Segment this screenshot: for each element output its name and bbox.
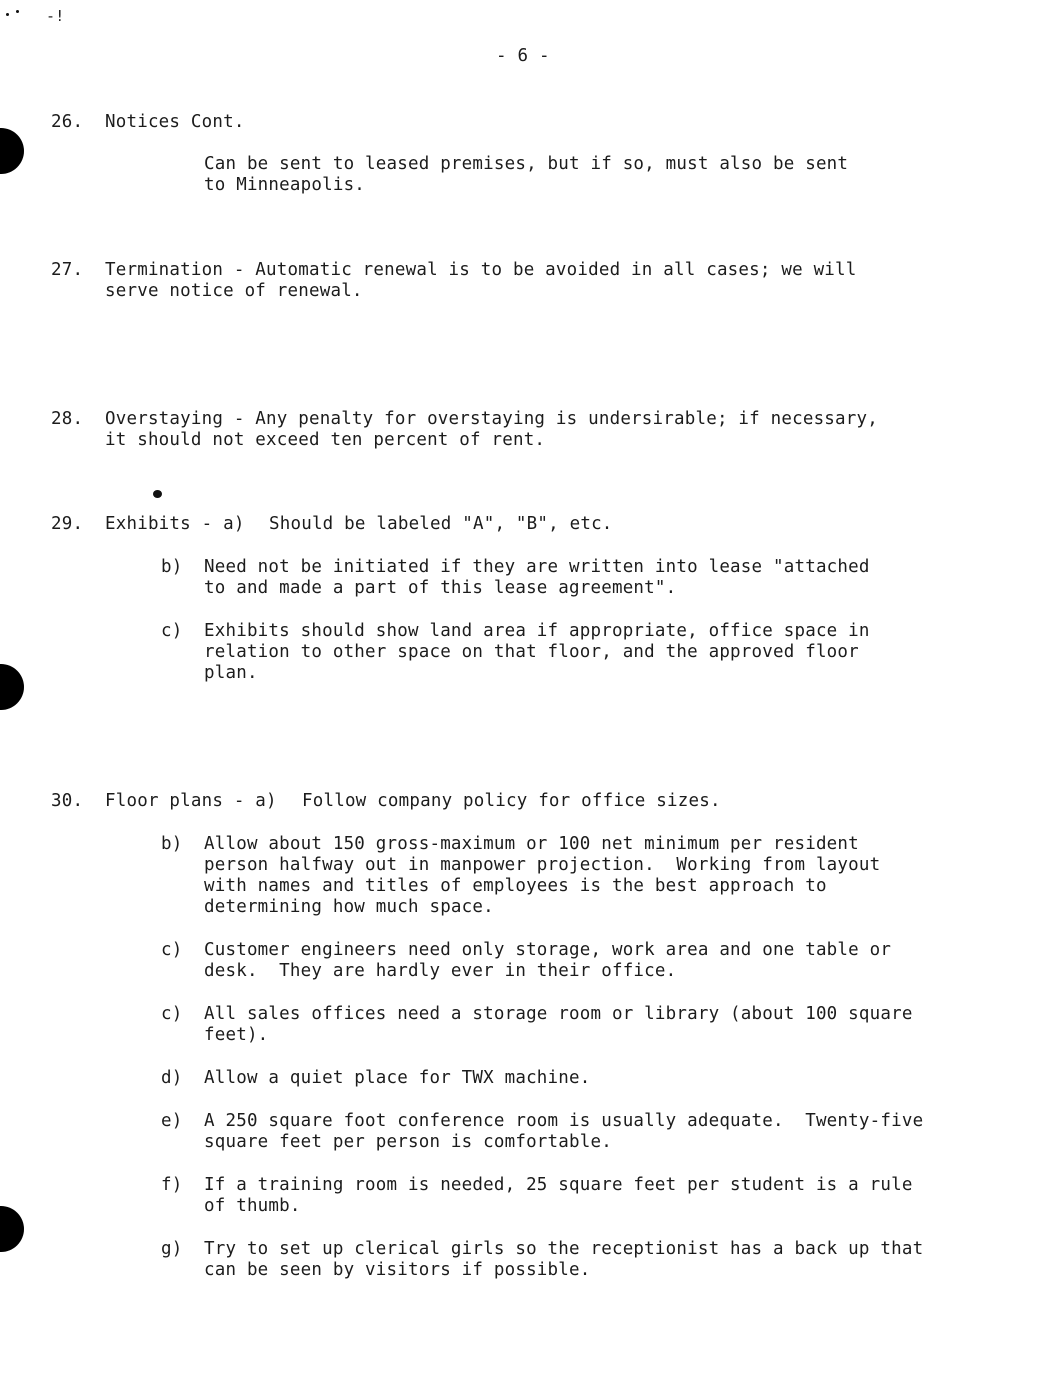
punch-hole-bottom — [0, 1206, 24, 1252]
sub-text-line: square feet per person is comfortable. — [204, 1132, 612, 1152]
sub-text-line: plan. — [204, 663, 258, 683]
punch-hole-middle — [0, 664, 24, 710]
sub-text-line: can be seen by visitors if possible. — [204, 1260, 591, 1280]
item-number: 30. — [51, 791, 84, 811]
sub-text-line: feet). — [204, 1025, 269, 1045]
sub-text-line: Exhibits should show land area if appropriate, office space in — [204, 621, 870, 641]
sub-text-line: Allow a quiet place for TWX machine. — [204, 1068, 591, 1088]
page-number: - 6 - — [496, 46, 550, 66]
item-text-line: Can be sent to leased premises, but if so, must also be sent — [204, 154, 849, 174]
sub-text-line: A 250 square foot conference room is usually adequate. Twenty-five — [204, 1111, 924, 1131]
item-text-line: Termination - Automatic renewal is to be avoided in all cases; we will — [105, 260, 857, 280]
sub-label: d) — [161, 1068, 183, 1088]
sub-label: b) — [161, 834, 183, 854]
punch-hole-top — [0, 128, 24, 174]
sub-label: b) — [161, 557, 183, 577]
ink-speck-icon — [153, 490, 162, 498]
sub-label: f) — [161, 1175, 183, 1195]
item-text-line: Should be labeled "A", "B", etc. — [269, 514, 613, 534]
item-lead: Floor plans - a) — [105, 791, 277, 811]
sub-text-line: relation to other space on that floor, and the approved floor — [204, 642, 859, 662]
item-number: 29. — [51, 514, 84, 534]
item-number: 26. — [51, 112, 84, 132]
sub-label: c) — [161, 940, 183, 960]
sub-text-line: determining how much space. — [204, 897, 494, 917]
sub-label: c) — [161, 1004, 183, 1024]
item-number: 28. — [51, 409, 84, 429]
item-text-line: to Minneapolis. — [204, 175, 366, 195]
sub-text-line: with names and titles of employees is the best approach to — [204, 876, 827, 896]
sub-text-line: All sales offices need a storage room or library (about 100 square — [204, 1004, 913, 1024]
sub-text-line: Try to set up clerical girls so the receptionist has a back up that — [204, 1239, 924, 1259]
sub-label: e) — [161, 1111, 183, 1131]
sub-label: g) — [161, 1239, 183, 1259]
item-number: 27. — [51, 260, 84, 280]
sub-text-line: person halfway out in manpower projection. Working from layout — [204, 855, 881, 875]
item-text-line: it should not exceed ten percent of rent. — [105, 430, 546, 450]
corner-speck-icon — [6, 13, 9, 16]
sub-label: c) — [161, 621, 183, 641]
sub-text-line: Allow about 150 gross-maximum or 100 net minimum per resident — [204, 834, 859, 854]
sub-text-line: desk. They are hardly ever in their office. — [204, 961, 677, 981]
item-lead: Exhibits - a) — [105, 514, 245, 534]
item-text-line: Overstaying - Any penalty for overstaying is undersirable; if necessary, — [105, 409, 878, 429]
sub-text-line: Customer engineers need only storage, work area and one table or — [204, 940, 892, 960]
corner-speck-icon — [16, 10, 19, 13]
item-title: Notices Cont. — [105, 112, 245, 132]
top-mark: -! — [46, 7, 65, 25]
sub-text-line: of thumb. — [204, 1196, 301, 1216]
item-text-line: Follow company policy for office sizes. — [302, 791, 721, 811]
sub-text-line: If a training room is needed, 25 square feet per student is a rule — [204, 1175, 913, 1195]
sub-text-line: to and made a part of this lease agreement". — [204, 578, 677, 598]
sub-text-line: Need not be initiated if they are written into lease "attached — [204, 557, 870, 577]
item-text-line: serve notice of renewal. — [105, 281, 363, 301]
